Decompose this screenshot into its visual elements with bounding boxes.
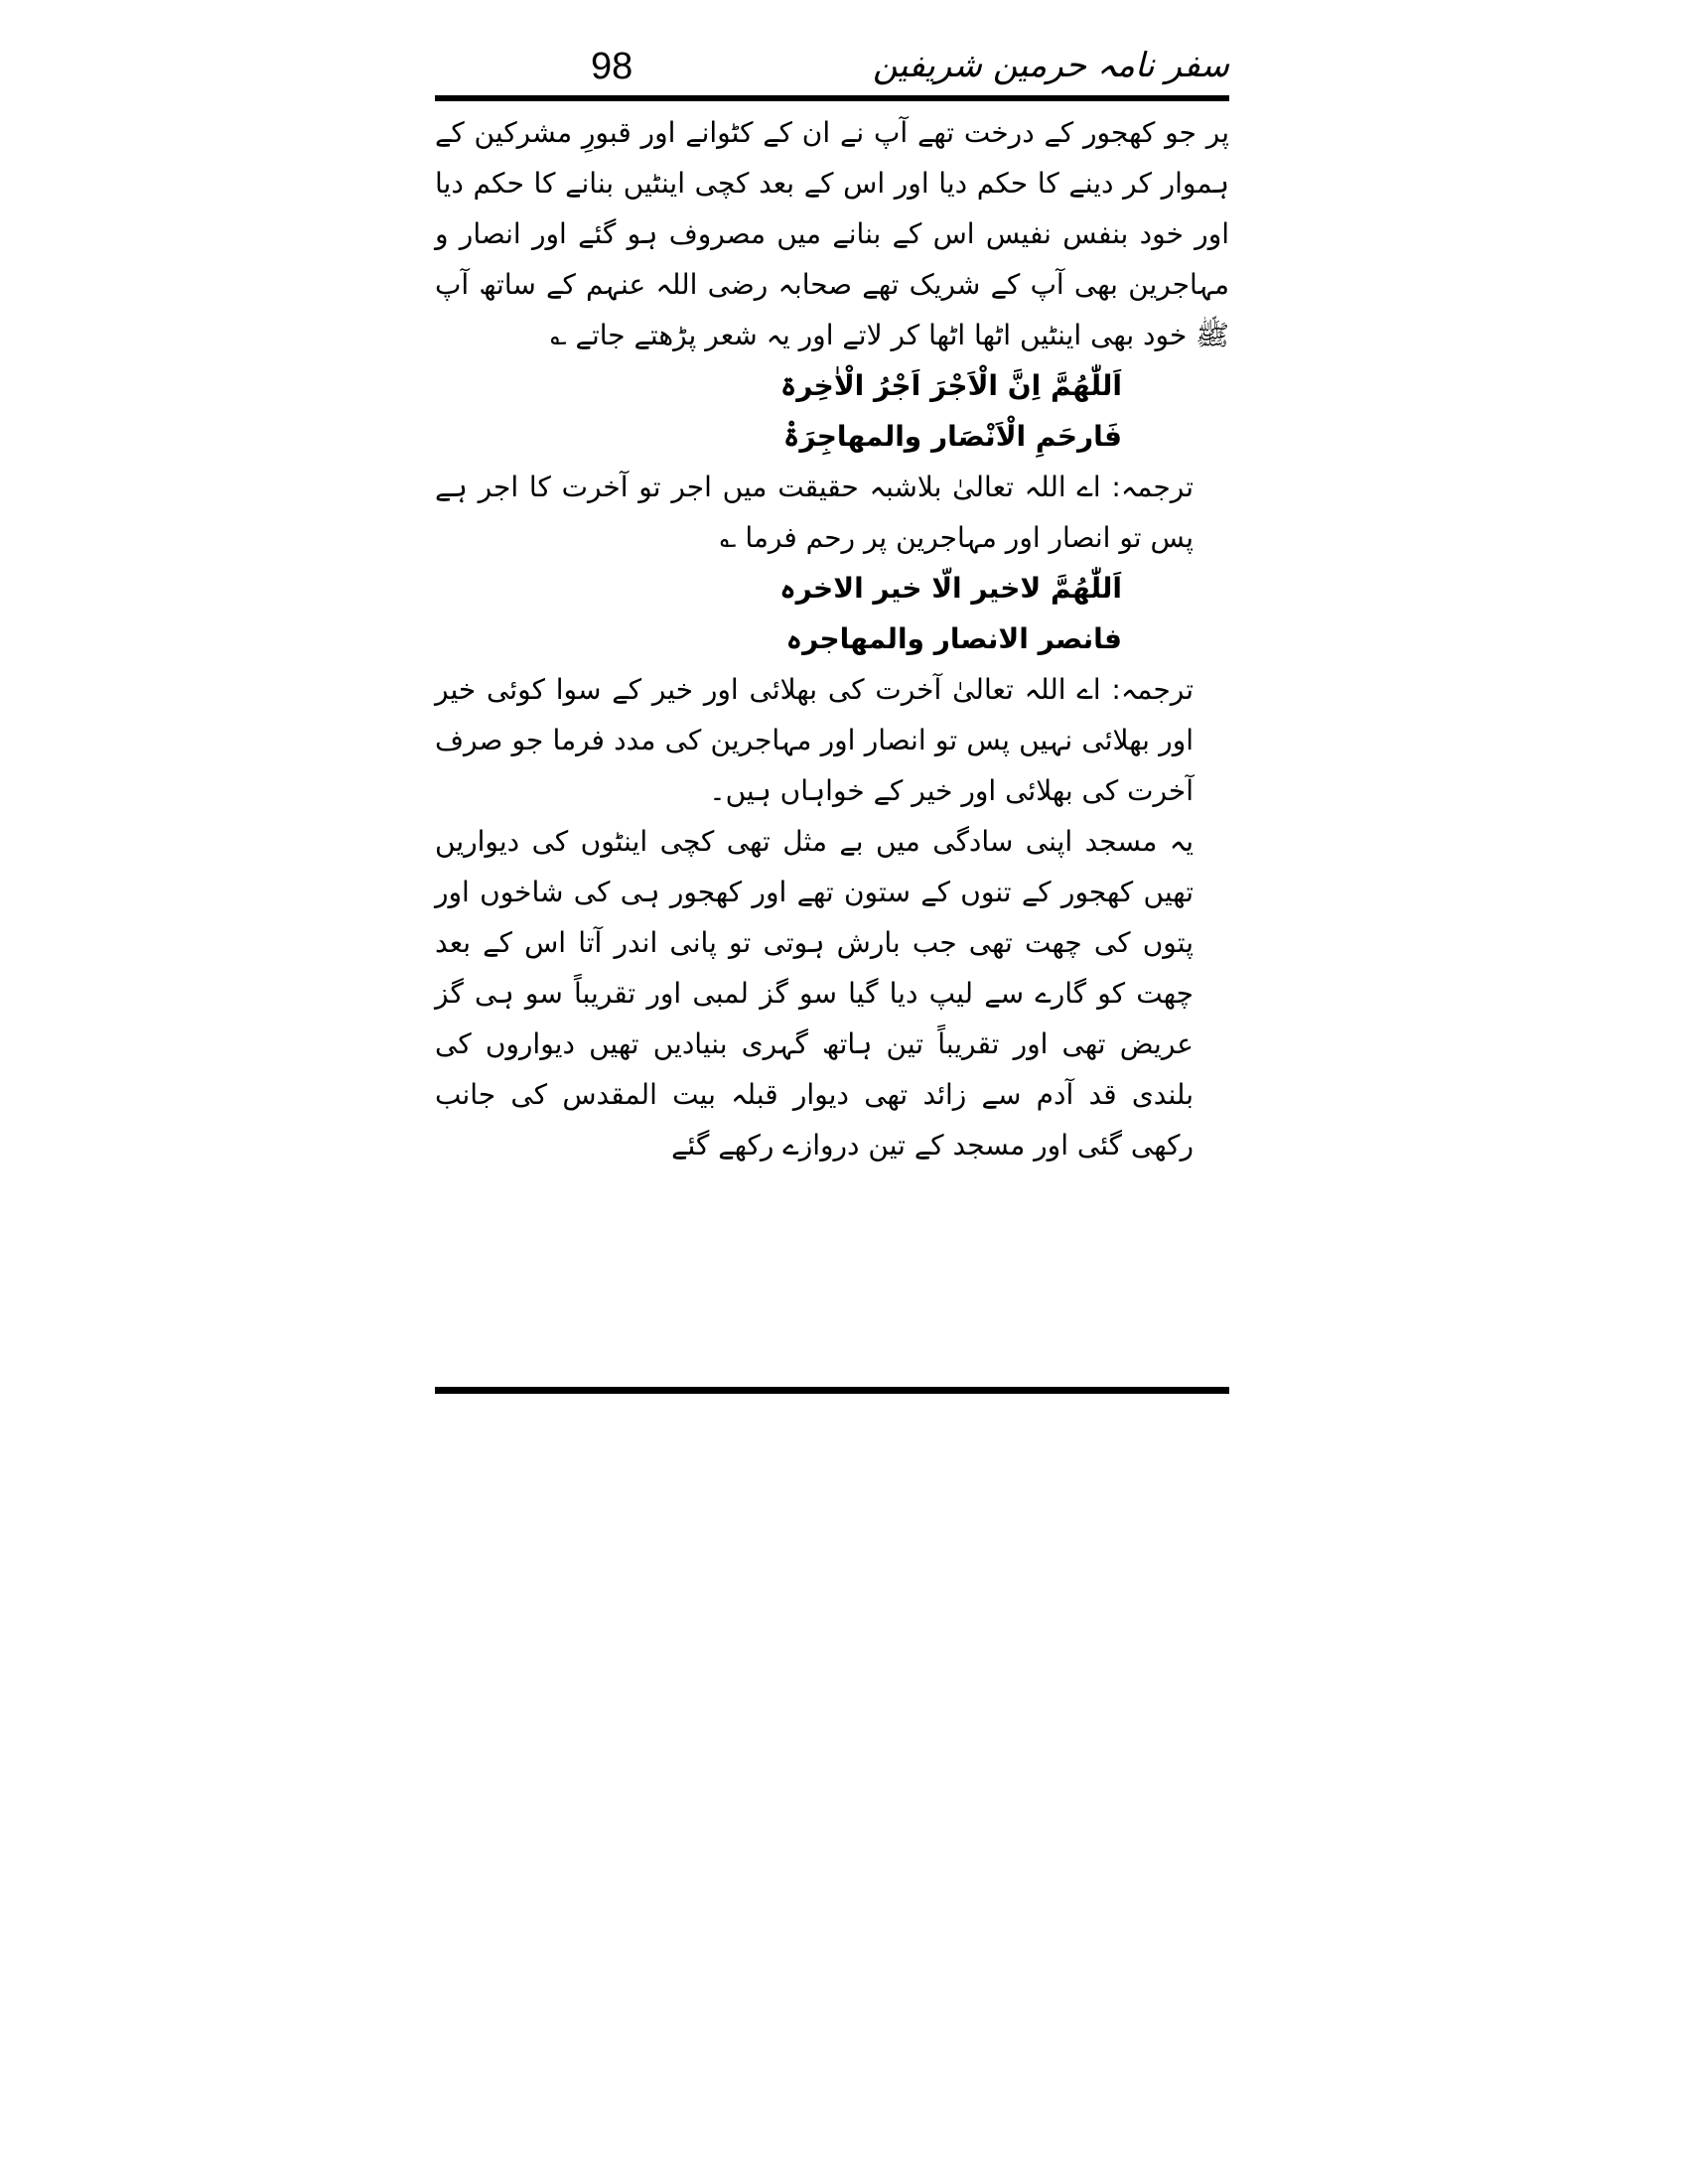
book-title: سفر نامہ حرمین شریفین — [872, 46, 1229, 85]
footer-rule — [435, 1387, 1229, 1394]
translation-1: ترجمہ: اے اللہ تعالیٰ بلاشبہ حقیقت میں اجر تو آخرت کا اجر ہے پس تو انصار اور مہاجرین پر رحم فرما ؎ — [435, 471, 1194, 554]
header-rule — [435, 95, 1229, 101]
page-number: 98 — [591, 46, 633, 87]
paragraph-mosque-description: یہ مسجد اپنی سادگی میں بے مثل تھی کچی اینٹوں کی دیواریں تھیں کھجور کے تنوں کے ستون تھے اور کھجور ہی کی شاخوں اور پتوں کی چھت تھی جب بارش ہوتی تو پانی اندر آتا اس کے بعد چھت کو گارے سے لیپ دیا گیا سو گز لمبی اور تقریباً سو ہی گز عریض تھی اور تقریباً تین ہاتھ گہری بنیادیں تھیں دیواروں کی بلندی قد آدم سے زائد تھی دیوار قبلہ بیت المقدس کی جانب رکھی گئی اور مسجد کے تین دروازے رکھے گئے — [435, 825, 1194, 1161]
page-header — [435, 38, 1229, 97]
paragraph-mosque-construction: پر جو کھجور کے درخت تھے آپ نے ان کے کٹوانے اور قبورِ مشرکین کے ہموار کر دینے کا حکم دیا اور اس کے بعد کچی اینٹیں بنانے کا حکم دیا اور خود بنفس نفیس اس کے بنانے میں مصروف ہو گئے اور انصار و مہاجرین بھی آپ کے شریک تھے صحابہ رضی اللہ عنہم کے ساتھ آپ ﷺ خود بھی اینٹیں اٹھا اٹھا کر لاتے اور یہ شعر پڑھتے جاتے ؎ — [435, 116, 1229, 351]
document-page — [435, 0, 1229, 2184]
verse-1-line-2: فَارحَمِ الْاَنْصَار والمھاجِرَۃْ — [782, 420, 1122, 453]
verse-1-line-1: اَللّٰھُمَّ اِنَّ الْاَجْرَ اَجْرُ الْاٰخِرۃ — [779, 369, 1122, 402]
verse-2-line-1: اَللّٰھُمَّ لاخیر الّا خیر الاخرہ — [779, 572, 1122, 605]
verse-2-line-2: فانصر الانصار والمھاجرہ — [785, 622, 1122, 655]
translation-2: ترجمہ: اے اللہ تعالیٰ آخرت کی بھلائی اور خیر کے سوا کوئی خیر اور بھلائی نہیں پس تو انصار اور مہاجرین کی مدد فرما جو صرف آخرت کی بھلائی اور خیر کے خواہاں ہیں۔ — [435, 673, 1194, 807]
page-body — [435, 107, 1229, 1170]
